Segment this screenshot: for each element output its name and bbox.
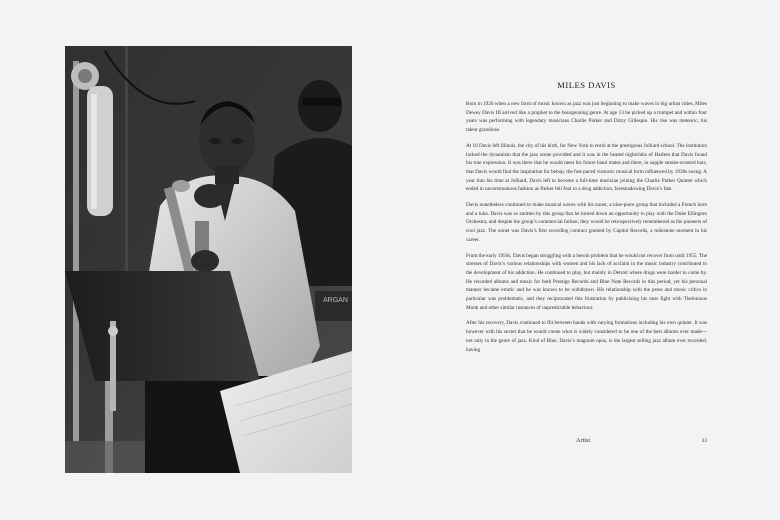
portrait-photograph (65, 46, 352, 473)
page-number: 33 (701, 438, 707, 444)
page-title: MILES DAVIS (557, 80, 616, 90)
svg-text:ARGAN: ARGAN (323, 297, 348, 304)
paragraph: Born in 1926 when a new form of music known as jazz was just beginning to make waves in big urban cities, Miles Dewey Davis III arrived like a prophet to the bourgeoning genre. At age 13 he picked up a trumpet and within four years was performing with legendary musicians Charlie Parker and Dizzy Gillespie. His rise was meteoric, his talent grandiose. (466, 101, 707, 134)
text-page (466, 60, 707, 460)
paragraph: At 18 Davis left Illinois, the city of his birth, for New York to enrol at the prestigious Julliard school. The institution lacked the dynamism that the jazz scene provided and it was in the heated nightclubs of Harlem that Davis found his true expression. It was there that he would meet his future band mates and there, in supple smoke-scented bars, that Davis would find the inspiration for bebop, the fast-paced virtuosic musical form influenced by 1930s swing. A year into his time at Julliard, Davis left to become a full-time musician joining the Charlie Parker Quintet which ended in unceremonious fashion as Parker fell foul to a drug addiction, foreshadowing Davis’s fate. (466, 142, 707, 193)
paragraph: After his recovery, Davis continued to flit between bands with varying formations including his own quintet. It was however with his sextet that he would create what is widely considered to be one of the best albums ever made—not only in the genre of jazz. Kind of Blue, Davis’s magnum opus, is the largest selling jazz album ever recorded, having (466, 320, 707, 353)
article-body (466, 100, 707, 361)
paragraph: Davis nonetheless continued to make musical waves with his nonet, a nine-piece group that included a French horn and a tuba. Davis was so smitten by this group that he turned down an opportunity to play with the Duke Ellington Orchestra, and despite the group’s commercial failure, they would be retrospectively remembered as the pioneers of cool jazz. The nonet was Davis’s first recording contract granted by Capitol Records, a milestone moment in his career. (466, 202, 707, 243)
paragraph: From the early 1950s, Davis began struggling with a heroin problem that he would not recover from until 1955. The stresses of Davis’s various relationships with women and his lack of acclaim in the music industry contributed to the development of his addiction. He continued to play, but mainly in Detroit where drugs were harder to come by. He recorded albums and music for both Prestige Records and Blue Note Records in this period, yet his personal manner became erratic and he was known to be withdrawn. His relationship with the press and music critics in particular was problematic, and they reciprocated this frustration by publicising his near fight with Thelonious Monk and other similar instances of unpredictable behaviour. (466, 252, 707, 311)
running-footer-section: Artist (576, 437, 591, 444)
